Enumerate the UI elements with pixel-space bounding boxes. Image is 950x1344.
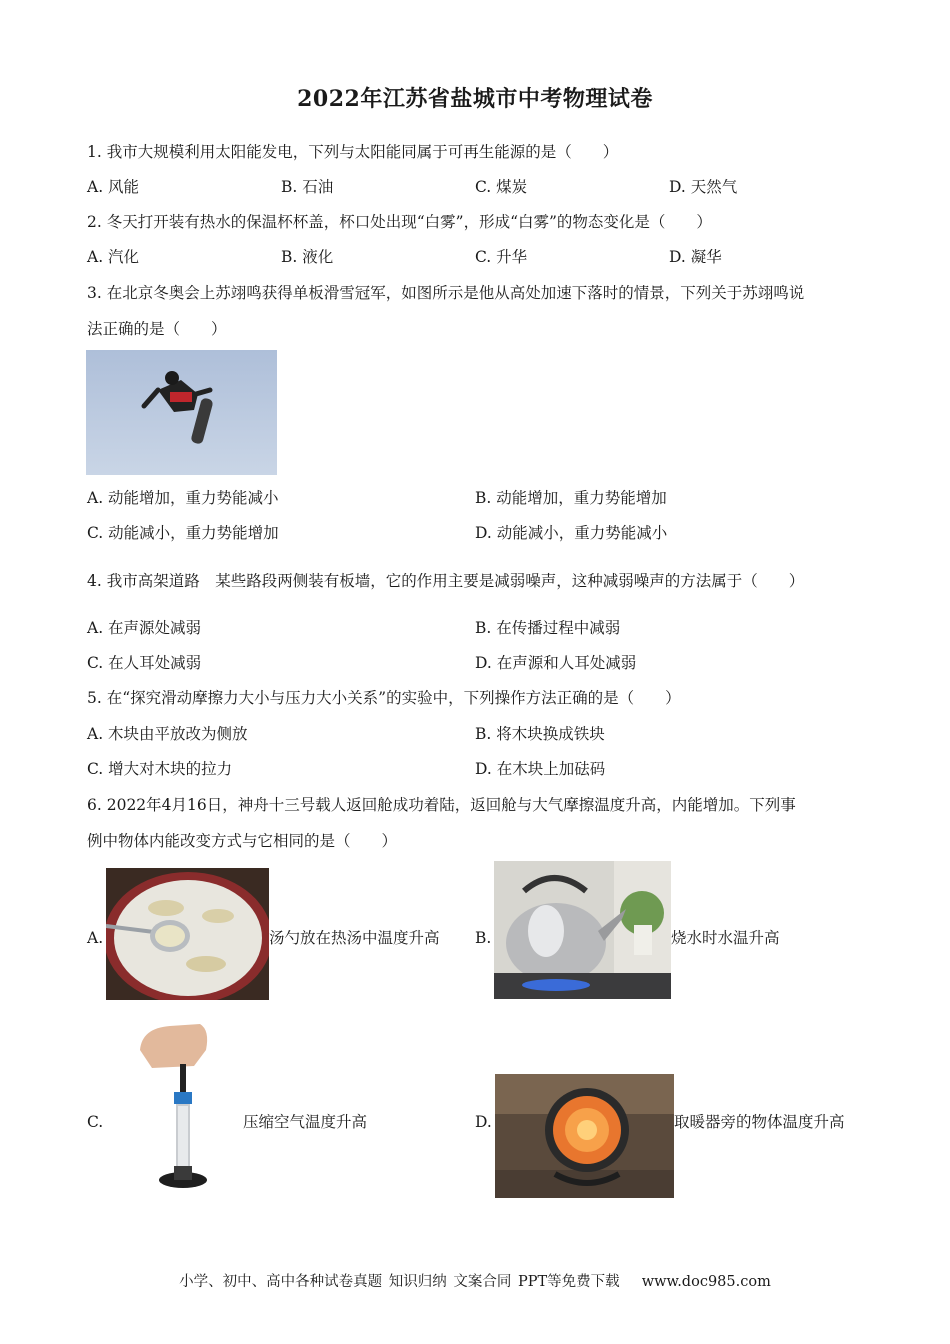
exam-title: 2022年江苏省盐城市中考物理试卷 [297,86,653,112]
q1-option-b: B. 石油 [281,178,334,196]
q6-option-b-text: 烧水时水温升高 [671,929,780,947]
q3-option-c: C. 动能减小，重力势能增加 [87,524,279,542]
page-footer [0,1270,950,1291]
kettle-photo [494,861,671,999]
q6-option-c-letter: C. [87,1113,104,1131]
q4-option-b: B. 在传播过程中减弱 [475,619,621,637]
heater-photo [495,1074,674,1198]
snowboarder-photo [86,350,277,475]
q4-stem: 4. 我市高架道路 某些路段两侧装有板墙，它的作用主要是减弱噪声，这种减弱噪声的方法属于（ ） [87,572,805,590]
q3-option-d: D. 动能减小，重力势能减小 [475,524,668,542]
q2-option-d: D. 凝华 [669,248,722,266]
q1-stem: 1. 我市大规模利用太阳能发电，下列与太阳能同属于可再生能源的是（ ） [87,143,619,161]
q1-option-c: C. 煤炭 [475,178,528,196]
q4-option-c: C. 在人耳处减弱 [87,654,202,672]
q1-option-a: A. 风能 [87,178,140,196]
q3-option-a: A. 动能增加，重力势能减小 [87,489,279,507]
q4-option-d: D. 在声源和人耳处减弱 [475,654,637,672]
q2-option-c: C. 升华 [475,248,528,266]
q6-option-d-text: 取暖器旁的物体温度升高 [674,1113,845,1131]
q6-option-a-letter: A. [87,929,104,947]
q2-option-b: B. 液化 [281,248,334,266]
q6-option-d-letter: D. [475,1113,492,1131]
air-compression-photo [130,1020,215,1198]
q3-option-b: B. 动能增加，重力势能增加 [475,489,667,507]
q6-option-c-text: 压缩空气温度升高 [243,1113,368,1131]
q5-option-c: C. 增大对木块的拉力 [87,760,233,778]
q6-stem-line2: 例中物体内能改变方式与它相同的是（ ） [87,832,398,850]
footer-text: 小学、初中、高中各种试卷真题 知识归纳 文案合同 PPT等免费下载 [179,1274,620,1290]
soup-ladle-photo [106,868,269,1000]
q6-stem-line1: 6. 2022年4月16日，神舟十三号载人返回舱成功着陆，返回舱与大气摩擦温度升高，内能增加。下列事 [87,796,796,814]
q2-option-a: A. 汽化 [87,248,140,266]
q3-stem-line2: 法正确的是（ ） [87,320,227,338]
q2-stem: 2. 冬天打开装有热水的保温杯杯盖，杯口处出现“白雾”，形成“白雾”的物态变化是（ ） [87,213,712,231]
q5-option-d: D. 在木块上加砝码 [475,760,606,778]
q6-option-b-letter: B. [475,929,492,947]
q5-option-b: B. 将木块换成铁块 [475,725,605,743]
q4-option-a: A. 在声源处减弱 [87,619,202,637]
q5-stem: 5. 在“探究滑动摩擦力大小与压力大小关系”的实验中，下列操作方法正确的是（ ） [87,689,681,707]
q1-option-d: D. 天然气 [669,178,738,196]
q3-stem-line1: 3. 在北京冬奥会上苏翊鸣获得单板滑雪冠军，如图所示是他从高处加速下落时的情景，下列关于苏翊鸣说 [87,284,805,302]
footer-url[interactable]: www.doc985.com [641,1274,771,1290]
q5-option-a: A. 木块由平放改为侧放 [87,725,248,743]
q6-option-a-text: 汤勺放在热汤中温度升高 [269,929,440,947]
